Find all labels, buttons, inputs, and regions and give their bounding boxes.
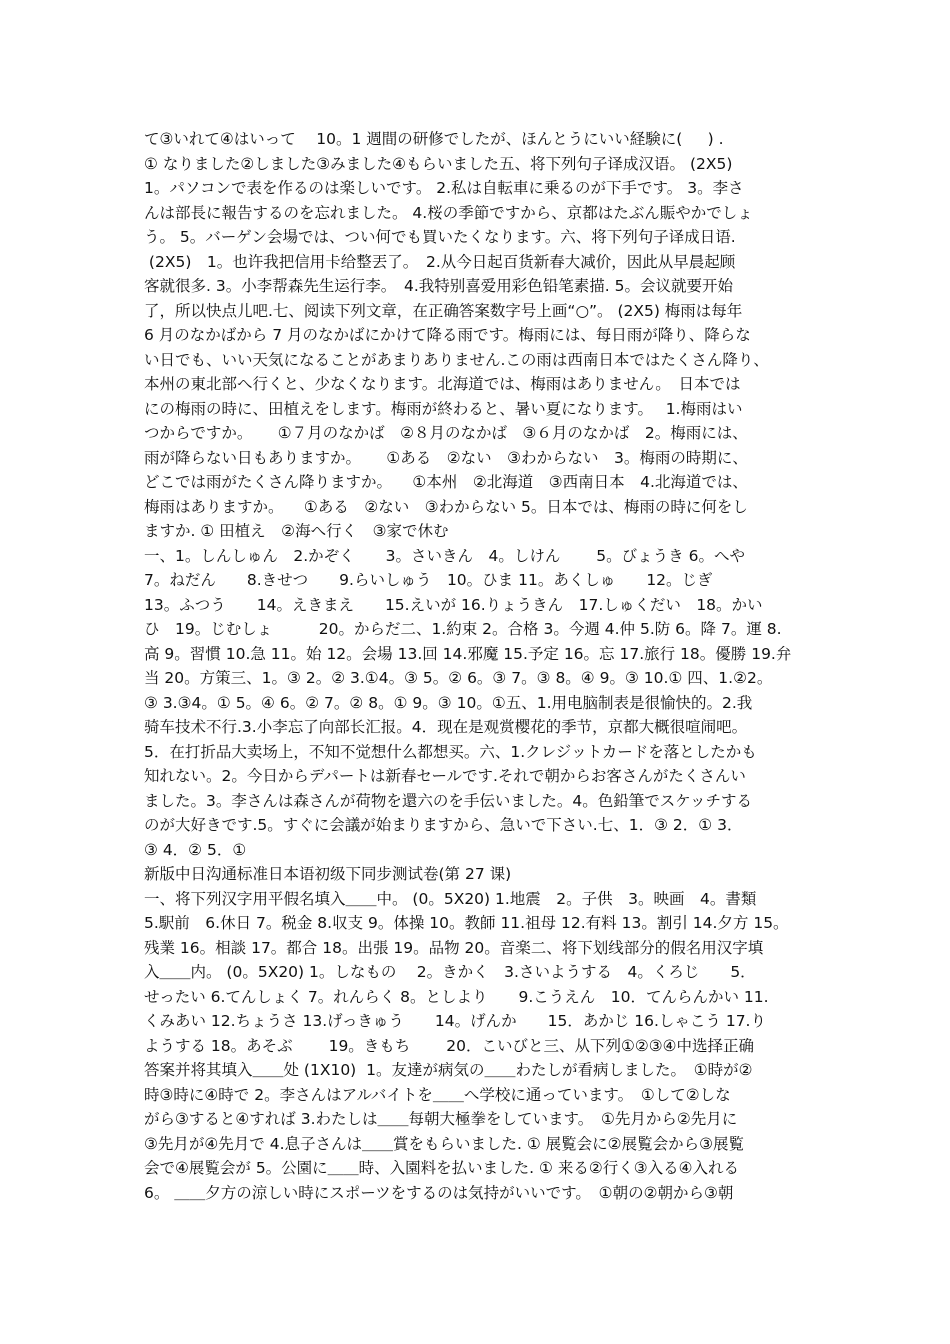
text-line: 会で④展覧会が 5。公園に＿＿時、入園料を払いました. ① 来る②行く③入る④入れる [144, 1159, 740, 1177]
text-line: のが大好きです.5。すぐに会議が始まりますから、急いで下さい.七、1．③ 2．① 3． [144, 816, 743, 834]
document-text-body [144, 127, 814, 1205]
text-line: 7。ねだん 8.きせつ 9.らいしゅう 10。ひま 11。あくしゅ 12。じぎ [144, 571, 713, 589]
text-line: う。 5。バーゲン会場では、つい何でも買いたくなります。六、将下列句子译成日语. [144, 228, 736, 246]
text-line: 本州の東北部へ行くと、少なくなります。北海道では、梅雨はありません。 日本では [144, 375, 741, 393]
text-line: がら③すると④すれば 3.わたしは＿＿每朝大極拳をしています。 ①先月から②先月に [144, 1110, 738, 1128]
text-line: い日でも、いい天気になることがあまりありません.この雨は西南日本ではたくさん降り、 [144, 350, 769, 369]
text-line: ようする 18。あそぶ 19。きもち 20．こいびと三、从下列①②③④中选择正确 [144, 1036, 755, 1055]
text-line: ひ 19。じむしょ 20。からだ二、1.約束 2。合格 3。今週 4.仲 5.防 6。降 7。運 8. [144, 620, 782, 638]
text-line: 当 20。方策三、1。③ 2。② 3.①4。③ 5。② 6。③ 7。③ 8。④ 9。③ 10.① 四、1.②2。 [144, 669, 773, 687]
text-line: んは部長に報告するのを忘れました。 4.桜の季節ですから、京都はたぶん賑やかでしょ [144, 203, 753, 222]
text-line: つからですか。 ①７月のなかば ②８月のなかば ③６月のなかば 2。梅雨には、 [144, 424, 748, 442]
text-line: 骑车技术不行.3.小李忘了向部长汇报。4．现在是观赏樱花的季节，京都大概很喧闹吧。 [144, 718, 748, 736]
section-title: 新版中日沟通标准日本语初级下同步测试卷(第 27 课) [144, 865, 512, 883]
text-line: 了，所以快点儿吧.七、阅读下列文章，在正确答案数字号上画“○”。 (2X5) 梅雨は每年 [144, 301, 743, 320]
text-line: て③いれて④はいって 10。1 週間の研修でしたが、ほんとうにいい経験に( ) . [144, 130, 724, 148]
text-line: 13。ふつう 14。えきまえ 15.えいが 16.りょうきん 17.しゅくだい 18。かい [144, 595, 763, 614]
text-line: 6 月のなかばから 7 月のなかばにかけて降る雨です。梅雨には、每日雨が降り、降らな [144, 326, 751, 344]
text-line: せったい 6.てんしょく 7。れんらく 8。としより 9.こうえん 10．てんらんかい 11. [144, 987, 769, 1006]
text-line: ました。3。李さんは森さんが荷物を還六のを手伝いました。4。色鉛筆でスケッチする [144, 791, 752, 810]
text-line: ③先月が④先月で 4.息子さんは＿＿賞をもらいました. ① 展覧会に②展覧会から③展覧 [144, 1134, 744, 1153]
text-line: どこでは雨がたくさん降りますか。 ①本州 ②北海道 ③西南日本 4.北海道では、 [144, 473, 748, 491]
text-line: 答案并将其填入＿＿处 (1X10) 1。友達が病気の＿＿わたしが看病しました。 ①時が② [144, 1061, 753, 1079]
text-line: 1。パソコンで表を作るのは楽しいです。 2.私は自転車に乗るのが下手です。 3。李さ [144, 179, 744, 197]
text-line: 知れない。2。今日からデパートは新春セールです.それで朝からお客さんがたくさんい [144, 767, 746, 785]
text-line: 入＿＿内。 (0。5X20) 1。しなもの 2。きかく 3.さいようする 4。くろじ 5． [144, 963, 756, 981]
text-line: 時③時に④時で 2。李さんはアルバイトを＿＿へ学校に通っています。 ①して②しな [144, 1085, 731, 1104]
text-line: 5.駅前 6.休日 7。税金 8.収支 9。体操 10。教師 11.祖母 12.有料 13。割引 14.夕方 15。 [144, 914, 789, 932]
text-line: 残業 16。相談 17。都合 18。出張 19。品物 20。音楽二、将下划线部分的假名用汉字填 [144, 938, 764, 957]
text-line: 一、1。しんしゅん 2.かぞく 3。さいきん 4。しけん 5。びょうき 6。へや [144, 546, 745, 565]
text-line: 梅雨はありますか。 ①ある ②ない ③わからない 5。日本では、梅雨の時に何をし [144, 497, 748, 516]
text-line: 6。 ＿＿夕方の涼しい時にスポーツをするのは気持がいいです。 ①朝の②朝から③朝 [144, 1183, 734, 1202]
text-line: くみあい 12.ちょうさ 13.げっきゅう 14。げんか 15．あかじ 16.しゃこう 17.り [144, 1012, 766, 1030]
text-line: にの梅雨の時に、田植えをします。梅雨が終わると、暑い夏になります。 1.梅雨はい [144, 399, 743, 418]
text-line: ③ 3.③4。① 5。④ 6。② 7。② 8。① 9。③ 10。①五、1.用电脑制表是很愉快的。2.我 [144, 693, 753, 712]
text-line: 客就很多. 3。小李帮森先生运行李。 4.我特别喜爱用彩色铅笔素描. 5。会议就要开始 [144, 277, 733, 295]
text-line: (2X5) 1。也许我把信用卡给整丟了。 2.从今日起百货新春大减价，因此从早晨起顾 [144, 252, 736, 271]
text-line: 5．在打折品大卖场上，不知不觉想什么都想买。六、1.クレジットカードを落としたかも [144, 742, 757, 761]
text-line: 雨が降らない日もありますか。 ①ある ②ない ③わからない 3。梅雨の時期に、 [144, 448, 748, 467]
text-line: 高 9。習慣 10.急 11。始 12。会場 13.回 14.邪魔 15.予定 16。忘 17.旅行 18。優勝 19.弁 [144, 644, 792, 663]
text-line: ① なりました②しました③みました④もらいました五、将下列句子译成汉语。 (2X5) [144, 154, 733, 173]
text-line: ③ 4．② 5．① [144, 840, 247, 859]
text-line: ますか. ① 田植え ②海へ行く ③家で休む [144, 522, 449, 540]
text-line: 一、将下列汉字用平假名填入＿＿中。 (0。5X20) 1.地震 2。子供 3。映画 4。書類 [144, 889, 757, 908]
